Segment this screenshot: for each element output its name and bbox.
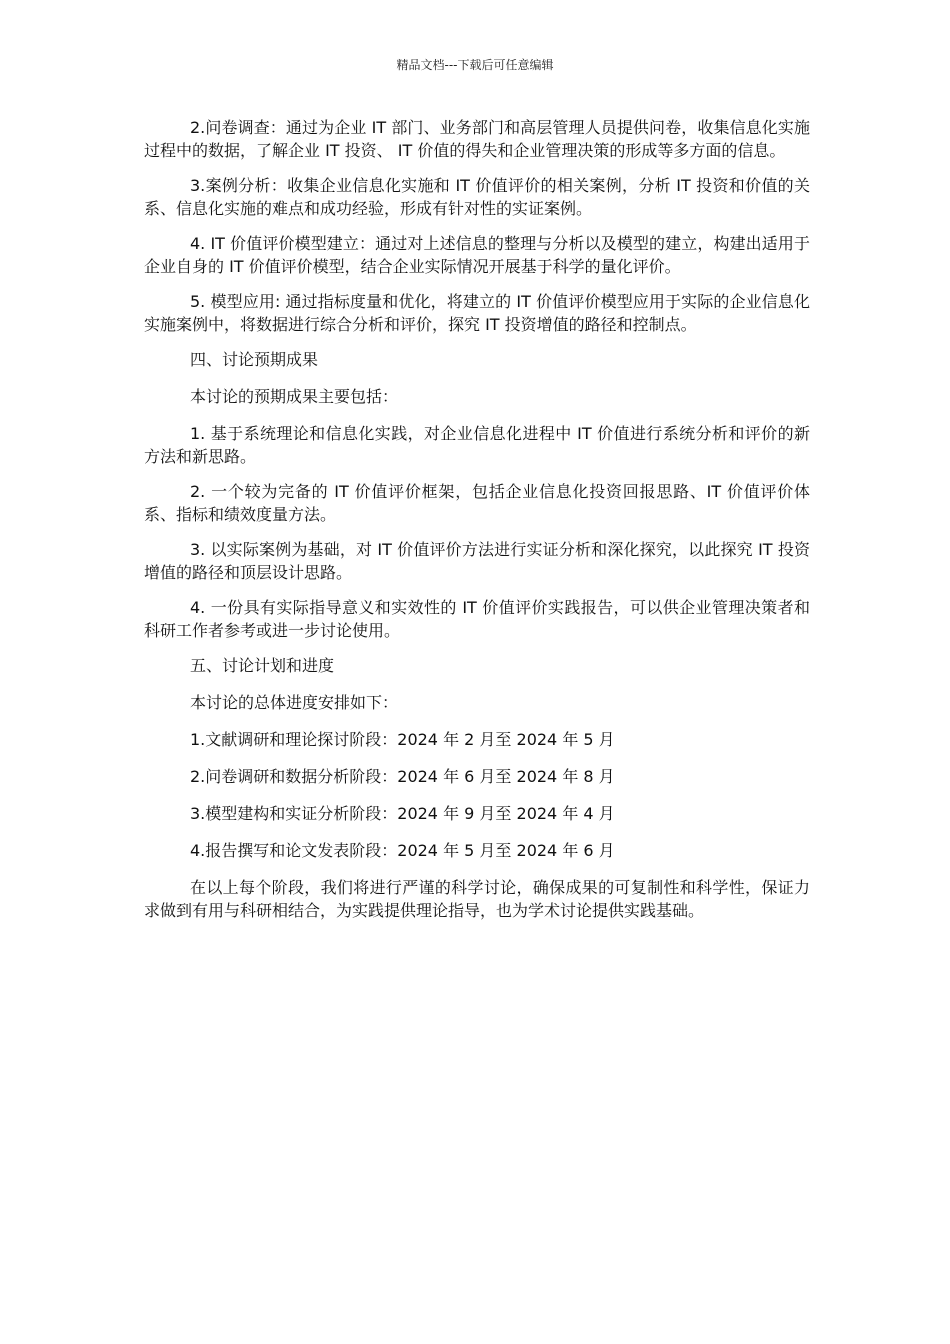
document-body: [144, 116, 810, 934]
schedule-item-4: 4.报告撰写和论文发表阶段：2024 年 5 月至 2024 年 6 月: [190, 841, 615, 860]
paragraph-result-2: 2. 一个较为完备的 IT 价值评价框架，包括企业信息化投资回报思路、IT 价值评价体系、指标和绩效度量方法。: [144, 482, 810, 524]
schedule-item-1: 1.文献调研和理论探讨阶段：2024 年 2 月至 2024 年 5 月: [190, 730, 615, 749]
section-heading-expected-results: 四、讨论预期成果: [190, 350, 319, 369]
paragraph-result-4: 4. 一份具有实际指导意义和实效性的 IT 价值评价实践报告，可以供企业管理决策者和科研工作者参考或进一步讨论使用。: [144, 598, 810, 640]
section-heading-plan: 五、讨论计划和进度: [190, 656, 335, 675]
paragraph-case-analysis: 3.案例分析：收集企业信息化实施和 IT 价值评价的相关案例，分析 IT 投资和价值的关系、信息化实施的难点和成功经验，形成有针对性的实证案例。: [144, 176, 810, 218]
paragraph-conclusion: 在以上每个阶段，我们将进行严谨的科学讨论，确保成果的可复制性和科学性，保证力求做到有用与科研相结合，为实践提供理论指导，也为学术讨论提供实践基础。: [144, 878, 810, 920]
paragraph-result-1: 1. 基于系统理论和信息化实践，对企业信息化进程中 IT 价值进行系统分析和评价的新方法和新思路。: [144, 424, 810, 466]
paragraph-questionnaire: 2.问卷调查：通过为企业 IT 部门、业务部门和高层管理人员提供问卷，收集信息化实施过程中的数据，了解企业 IT 投资、 IT 价值的得失和企业管理决策的形成等多方面的信息。: [144, 118, 810, 160]
paragraph-model-building: 4. IT 价值评价模型建立：通过对上述信息的整理与分析以及模型的建立，构建出适用于企业自身的 IT 价值评价模型，结合企业实际情况开展基于科学的量化评价。: [144, 234, 810, 276]
schedule-item-2: 2.问卷调研和数据分析阶段：2024 年 6 月至 2024 年 8 月: [190, 767, 615, 786]
paragraph-expected-intro: 本讨论的预期成果主要包括：: [190, 387, 399, 406]
paragraph-plan-intro: 本讨论的总体进度安排如下：: [190, 693, 399, 712]
schedule-item-3: 3.模型建构和实证分析阶段：2024 年 9 月至 2024 年 4 月: [190, 804, 615, 823]
paragraph-model-application: 5. 模型应用: 通过指标度量和优化，将建立的 IT 价值评价模型应用于实际的企业信息化实施案例中，将数据进行综合分析和评价，探究 IT 投资增值的路径和控制点。: [144, 292, 810, 334]
paragraph-result-3: 3. 以实际案例为基础，对 IT 价值评价方法进行实证分析和深化探究，以此探究 IT 投资增值的路径和顶层设计思路。: [144, 540, 810, 582]
page-header: 精品文档---下载后可任意编辑: [396, 58, 554, 72]
